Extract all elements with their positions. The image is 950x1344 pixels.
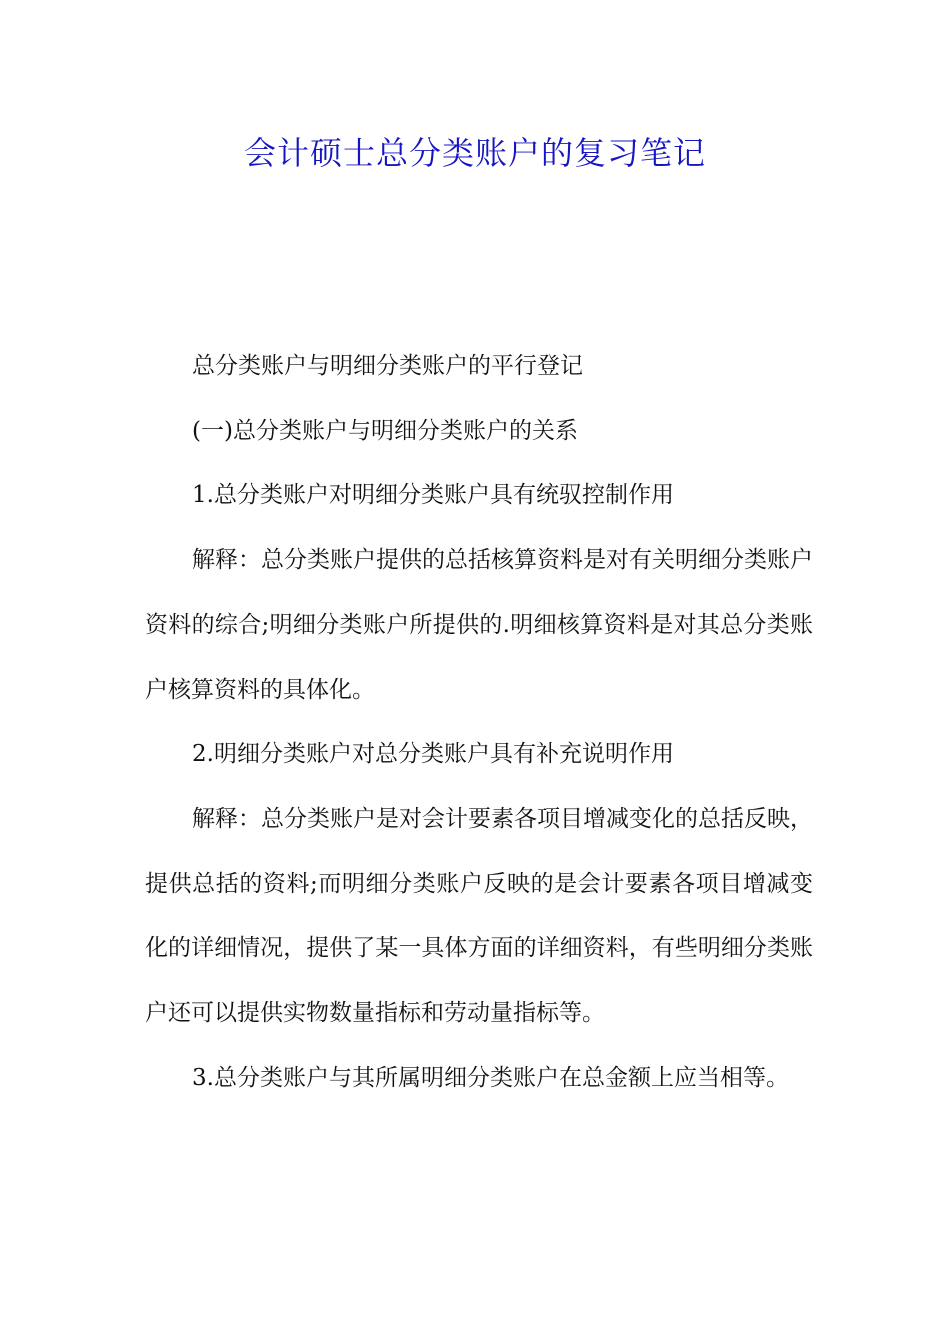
document-title: 会计硕士总分类账户的复习笔记 xyxy=(243,134,706,172)
document-body xyxy=(145,334,813,1110)
point-heading-1: 1.总分类账户对明细分类账户具有统驭控制作用 xyxy=(192,482,674,509)
explanation-1: 解释：总分类账户提供的总括核算资料是对有关明细分类账户资料的综合;明细分类账户所提供的.明细核算资料是对其总分类账户核算资料的具体化。 xyxy=(145,547,813,703)
subsection-heading: (一)总分类账户与明细分类账户的关系 xyxy=(192,417,578,444)
point-heading-2: 2.明细分类账户对总分类账户具有补充说明作用 xyxy=(192,741,674,768)
explanation-2: 解释：总分类账户是对会计要素各项目增减变化的总括反映，提供总括的资料;而明细分类账户反映的是会计要素各项目增减变化的详细情况，提供了某一具体方面的详细资料，有些明细分类账户还可以提供实物数量指标和劳动量指标等。 xyxy=(145,805,813,1027)
section-heading: 总分类账户与明细分类账户的平行登记 xyxy=(192,353,583,379)
point-heading-3: 3.总分类账户与其所属明细分类账户在总金额上应当相等。 xyxy=(192,1064,789,1091)
